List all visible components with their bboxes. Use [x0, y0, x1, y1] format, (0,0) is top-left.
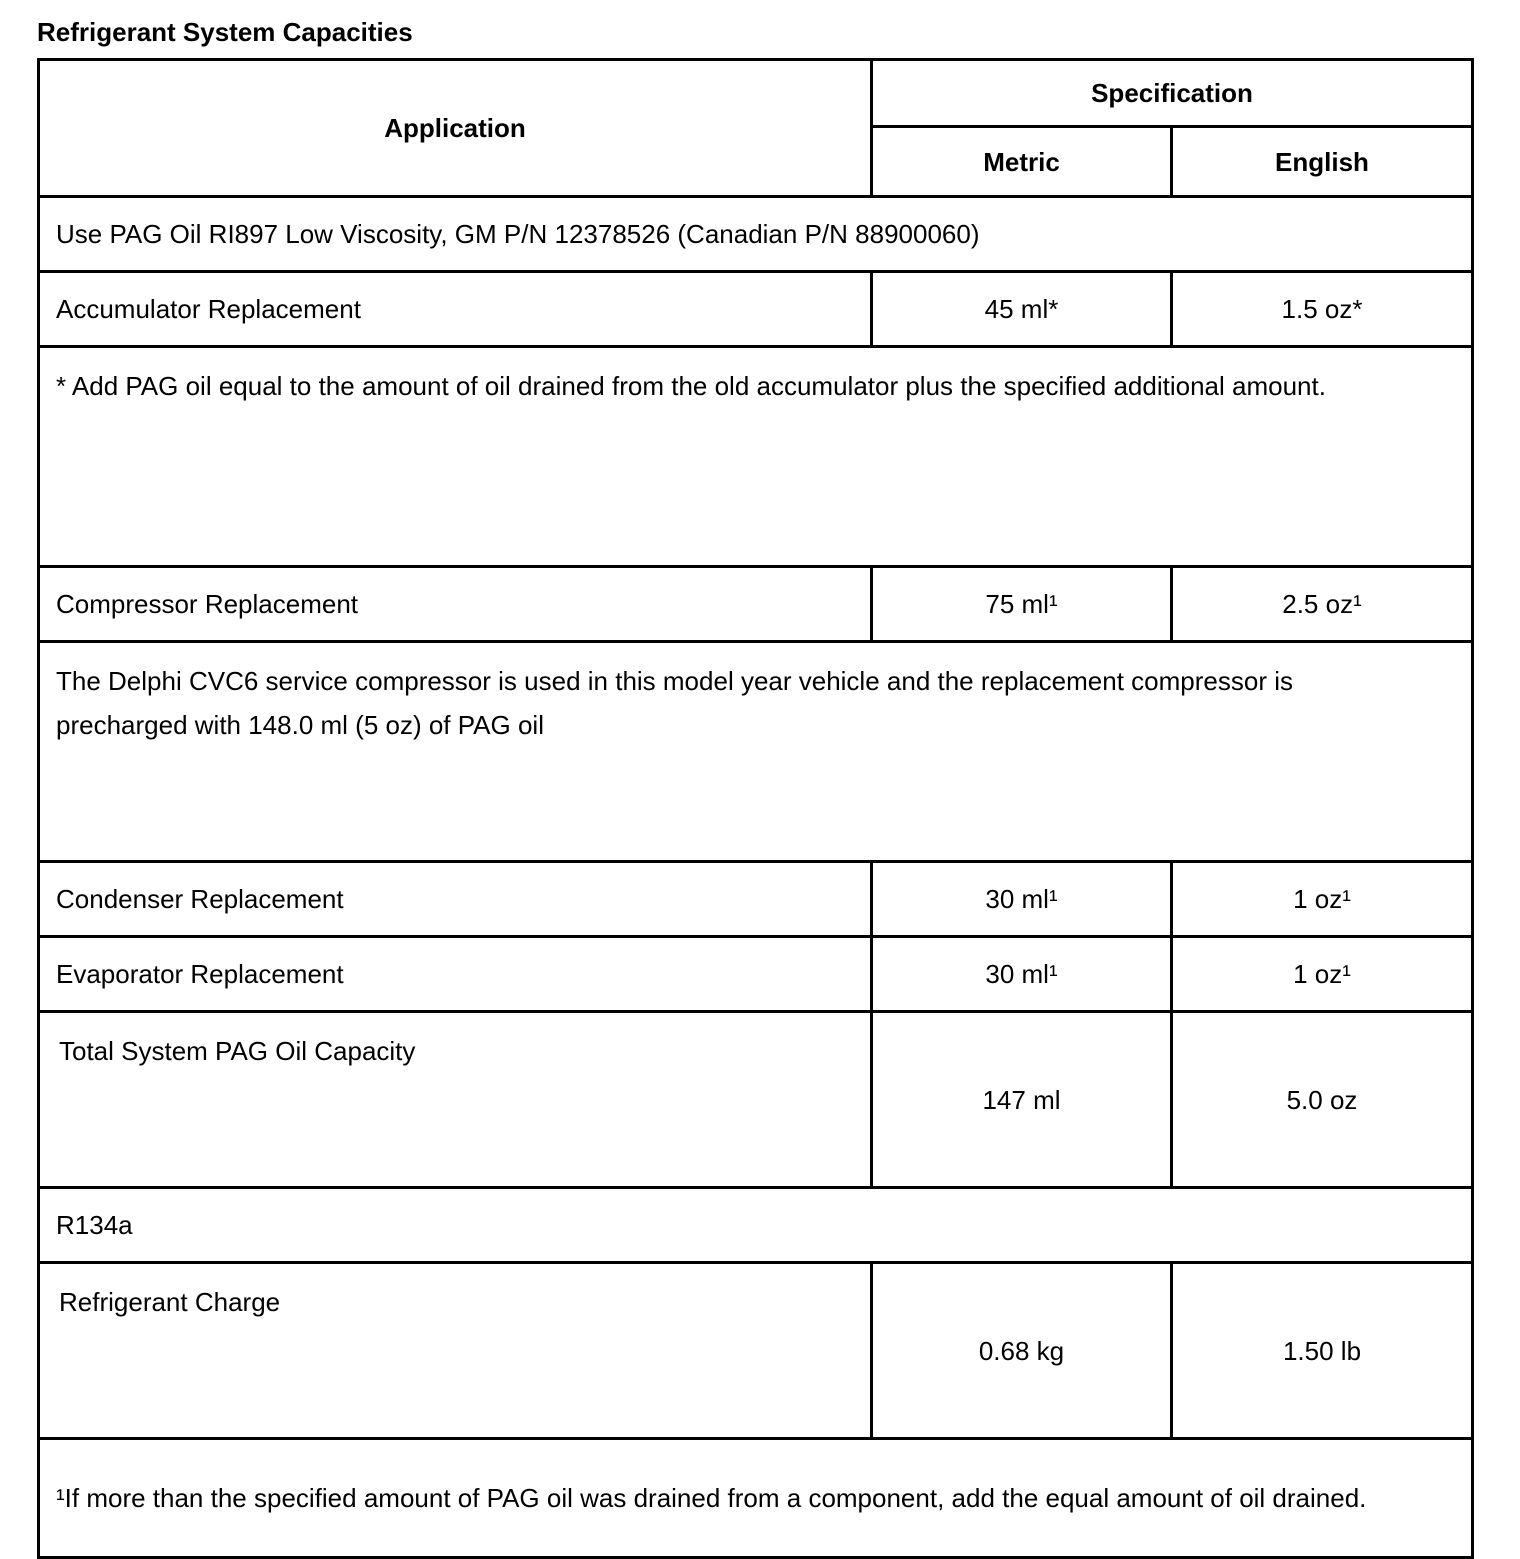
header-metric: Metric	[872, 127, 1172, 197]
table-row	[39, 1012, 1473, 1188]
table-row	[39, 197, 1473, 272]
total-pag-label: Total System PAG Oil Capacity	[39, 1012, 872, 1188]
compressor-metric: 75 ml¹	[872, 567, 1172, 642]
compressor-label: Compressor Replacement	[39, 567, 872, 642]
condenser-metric: 30 ml¹	[872, 862, 1172, 937]
accumulator-metric: 45 ml*	[872, 272, 1172, 347]
refrigerant-type: R134a	[39, 1188, 1473, 1263]
table-row	[39, 1439, 1473, 1558]
table-row	[39, 937, 1473, 1012]
accumulator-note: * Add PAG oil equal to the amount of oil drained from the old accumulator plus the specified additional amount.	[39, 347, 1473, 567]
table-row	[39, 567, 1473, 642]
capacities-table	[37, 58, 1474, 1559]
footnote: ¹If more than the specified amount of PAG oil was drained from a component, add the equal amount of oil drained.	[39, 1439, 1473, 1558]
refrigerant-charge-label: Refrigerant Charge	[39, 1263, 872, 1439]
header-specification: Specification	[872, 60, 1473, 127]
refrigerant-charge-english: 1.50 lb	[1172, 1263, 1473, 1439]
total-pag-metric: 147 ml	[872, 1012, 1172, 1188]
table-row	[39, 347, 1473, 567]
compressor-english: 2.5 oz¹	[1172, 567, 1473, 642]
header-english: English	[1172, 127, 1473, 197]
evaporator-english: 1 oz¹	[1172, 937, 1473, 1012]
accumulator-english: 1.5 oz*	[1172, 272, 1473, 347]
table-row	[39, 1188, 1473, 1263]
compressor-note: The Delphi CVC6 service compressor is used in this model year vehicle and the replacement compressor is precharged with 148.0 ml (5 oz) of PAG oil	[39, 642, 1473, 862]
accumulator-label: Accumulator Replacement	[39, 272, 872, 347]
condenser-label: Condenser Replacement	[39, 862, 872, 937]
pag-oil-note: Use PAG Oil RI897 Low Viscosity, GM P/N 12378526 (Canadian P/N 88900060)	[39, 197, 1473, 272]
document-title: Refrigerant System Capacities	[37, 17, 413, 47]
evaporator-metric: 30 ml¹	[872, 937, 1172, 1012]
total-pag-english: 5.0 oz	[1172, 1012, 1473, 1188]
evaporator-label: Evaporator Replacement	[39, 937, 872, 1012]
table-row	[39, 862, 1473, 937]
refrigerant-charge-metric: 0.68 kg	[872, 1263, 1172, 1439]
table-row	[39, 272, 1473, 347]
table-row	[39, 1263, 1473, 1439]
condenser-english: 1 oz¹	[1172, 862, 1473, 937]
header-row	[39, 60, 1473, 127]
header-application: Application	[39, 60, 872, 197]
table-row	[39, 642, 1473, 862]
